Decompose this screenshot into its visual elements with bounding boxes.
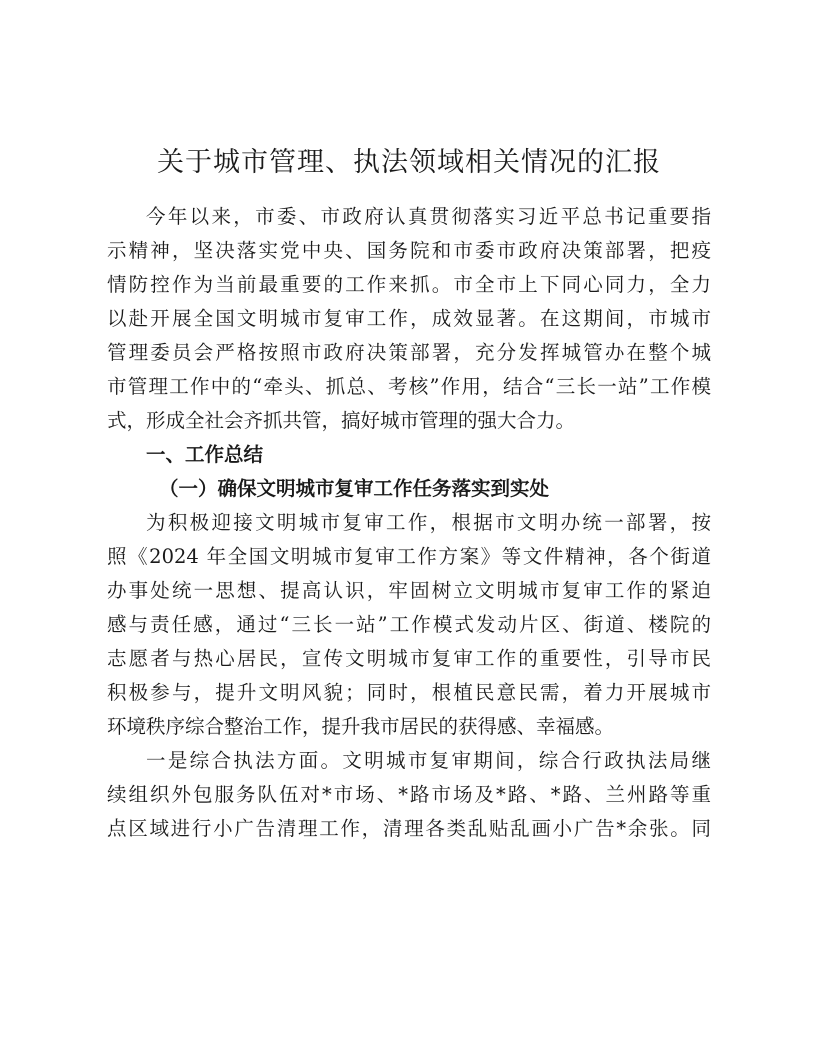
paragraph-line: 为积极迎接文明城市复审工作，根据市文明办统一部署，按 [146, 511, 711, 534]
document-title: 关于城市管理、执法领域相关情况的汇报 [157, 147, 661, 178]
paragraph-line: 市管理工作中的“牵头、抓总、考核”作用，结合“三长一站”工作模 [107, 375, 711, 398]
paragraph-line: 点区域进行小广告清理工作，清理各类乱贴乱画小广告*余张。同 [107, 817, 711, 840]
paragraph-line: 管理委员会严格按照市政府决策部署，充分发挥城管办在整个城 [107, 341, 711, 364]
paragraph-line: 照《2024 年全国文明城市复审工作方案》等文件精神，各个街道 [107, 545, 711, 568]
paragraph-line: 示精神，坚决落实党中央、国务院和市委市政府决策部署，把疫 [107, 239, 711, 262]
paragraph-line: 以赴开展全国文明城市复审工作，成效显著。在这期间，市城市 [107, 307, 711, 330]
paragraph-line: 感与责任感，通过“三长一站”工作模式发动片区、街道、楼院的 [107, 613, 711, 636]
paragraph-line: 志愿者与热心居民，宣传文明城市复审工作的重要性，引导市民 [107, 647, 711, 670]
paragraph-line: 环境秩序综合整治工作，提升我市居民的获得感、幸福感。 [107, 715, 615, 738]
paragraph-line: 情防控作为当前最重要的工作来抓。市全市上下同心同力，全力 [107, 273, 711, 296]
paragraph-line: 一是综合执法方面。文明城市复审期间，综合行政执法局继 [146, 749, 711, 772]
document-body [107, 200, 711, 846]
paragraph-line: 续组织外包服务队伍对*市场、*路市场及*路、*路、兰州路等重 [107, 783, 711, 806]
paragraph-line: 积极参与，提升文明风貌；同时，根植民意民需，着力开展城市 [107, 681, 711, 704]
section-heading: 一、工作总结 [146, 443, 264, 466]
document-page [107, 0, 711, 1056]
subsection-heading: （一）确保文明城市复审工作任务落实到实处 [159, 477, 550, 500]
paragraph-line: 办事处统一思想、提高认识，牢固树立文明城市复审工作的紧迫 [107, 579, 711, 602]
paragraph-line: 式，形成全社会齐抓共管，搞好城市管理的强大合力。 [107, 409, 576, 432]
paragraph-line: 今年以来，市委、市政府认真贯彻落实习近平总书记重要指 [146, 205, 711, 228]
